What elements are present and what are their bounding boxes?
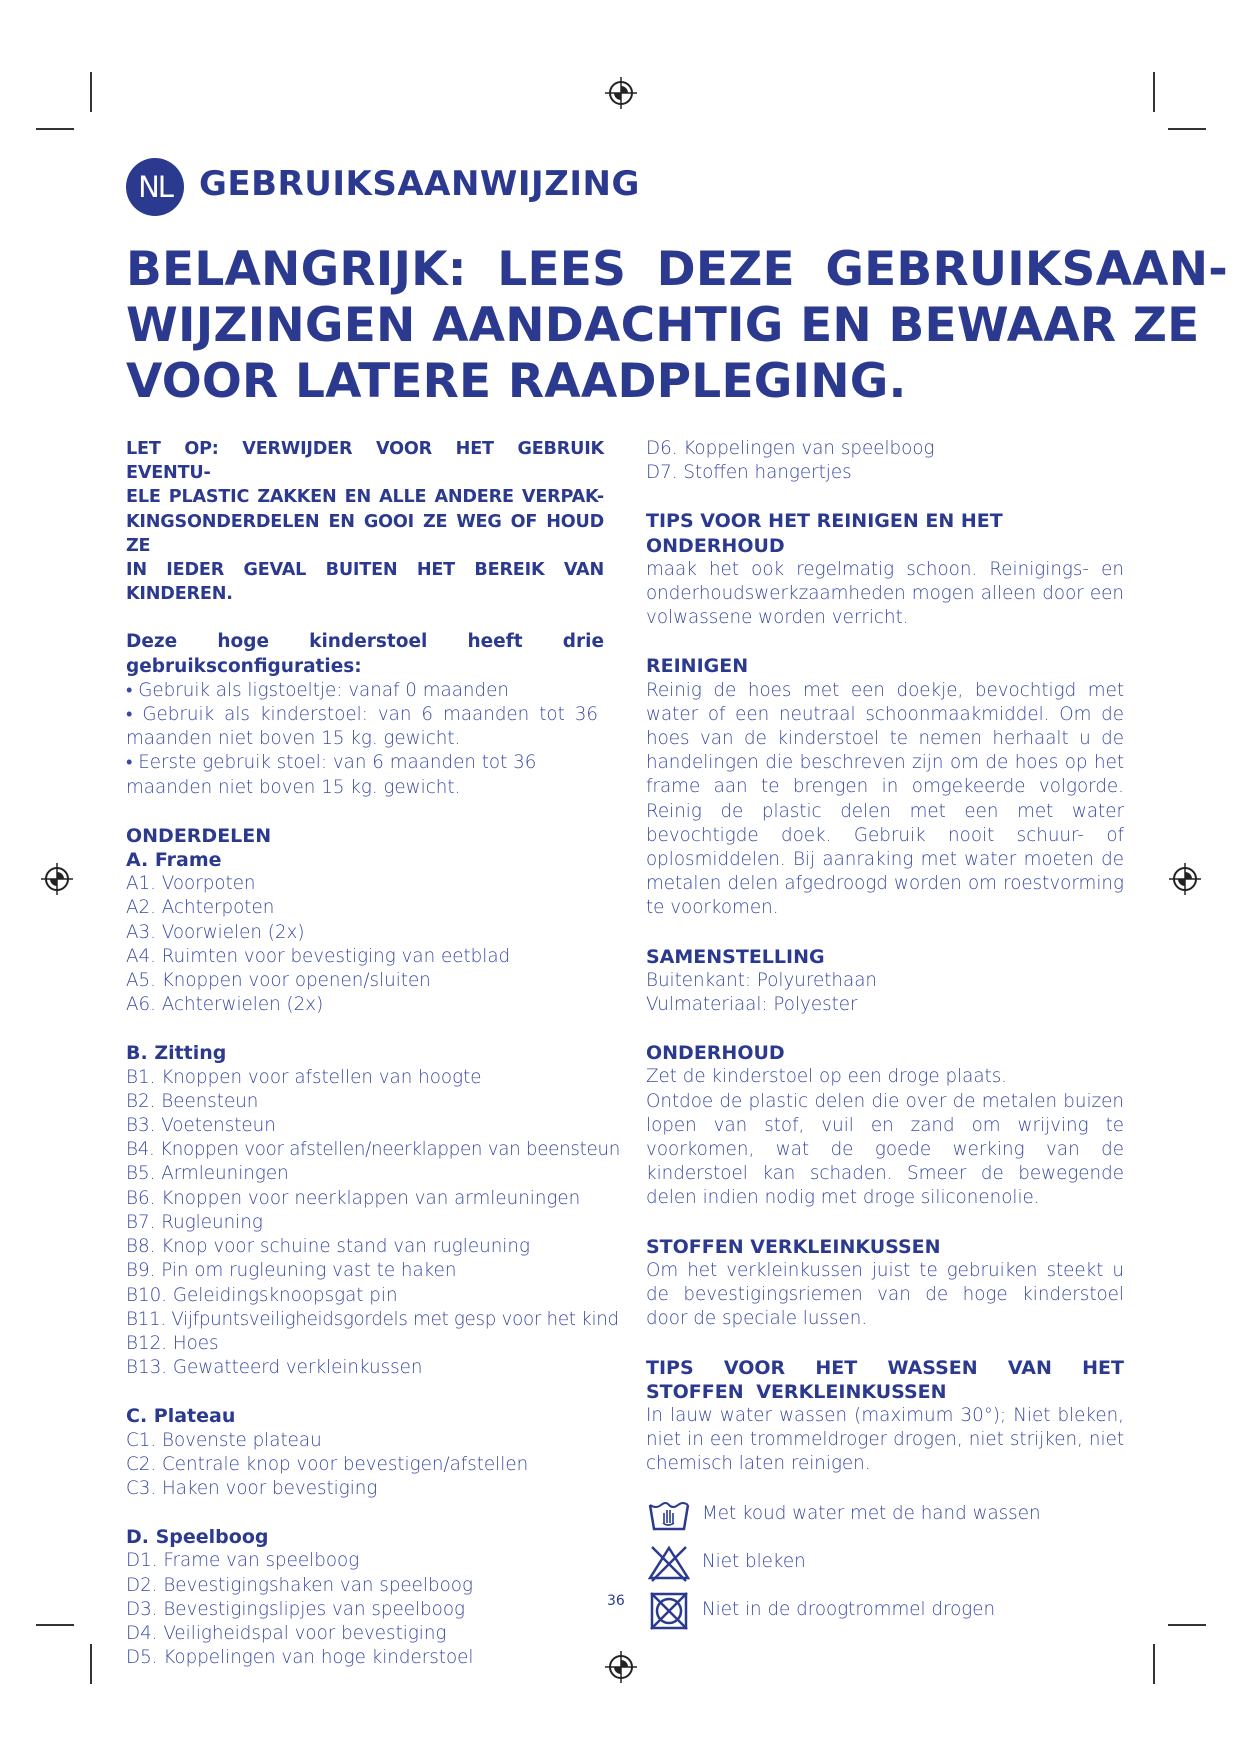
playbar-list bbox=[126, 1549, 604, 1670]
headline-line: VOOR LATERE RAADPLEGING. bbox=[126, 354, 907, 409]
cleaning-section bbox=[646, 654, 1124, 920]
seat-list bbox=[126, 1066, 621, 1381]
language-badge: NL bbox=[126, 158, 184, 216]
care-symbol-label: Met koud water met de hand wassen bbox=[702, 1503, 1041, 1525]
tray-heading: C. Plateau bbox=[126, 1405, 236, 1428]
headline-line: BELANGRIJK: LEES DEZE GEBRUIKSAAN- bbox=[126, 242, 1228, 297]
parts-section bbox=[126, 824, 604, 1018]
tray-list bbox=[126, 1429, 604, 1502]
parts-heading: ONDERDELEN bbox=[126, 824, 272, 847]
maintenance-heading: ONDERHOUD bbox=[646, 1042, 785, 1065]
list-item: D2. Bevestigingshaken van speelboog bbox=[126, 1574, 473, 1596]
important-headline bbox=[126, 242, 1228, 410]
crop-mark bbox=[36, 128, 74, 130]
warning-line: IN IEDER GEVAL BUITEN HET BEREIK VAN KINDEREN. bbox=[126, 560, 604, 605]
seat-section bbox=[126, 1041, 621, 1380]
tips-clean-heading: TIPS VOOR HET REINIGEN EN HET ONDERHOUD bbox=[646, 510, 1003, 557]
left-column bbox=[126, 437, 621, 1670]
hand-wash-icon bbox=[646, 1495, 692, 1535]
cushion-heading: STOFFEN VERKLEINKUSSEN bbox=[646, 1235, 941, 1258]
config-section bbox=[126, 630, 604, 799]
no-tumble-dry-icon bbox=[646, 1591, 692, 1631]
crop-mark bbox=[36, 1624, 74, 1626]
list-item: B1. Knoppen voor afstellen van hoogte bbox=[126, 1066, 482, 1088]
config-heading: Deze hoge kinderstoel heeft drie gebruiksconfiguraties: bbox=[126, 631, 604, 677]
warning-line: LET OP: VERWIJDER VOOR HET GEBRUIK EVENTU- bbox=[126, 439, 604, 484]
page-number: 36 bbox=[607, 1593, 625, 1609]
list-item: B7. Rugleuning bbox=[126, 1211, 263, 1233]
list-item: A1. Voorpoten bbox=[126, 873, 256, 895]
list-item: A3. Voorwielen (2x) bbox=[126, 921, 305, 943]
registration-mark-icon bbox=[604, 1650, 638, 1684]
cushion-section bbox=[646, 1235, 1124, 1332]
list-item: B3. Voetensteun bbox=[126, 1115, 276, 1137]
registration-mark-icon bbox=[40, 862, 74, 896]
list-item: B9. Pin om rugleuning vast te haken bbox=[126, 1260, 457, 1282]
list-item: D7. Stoffen hangertjes bbox=[646, 462, 852, 484]
crop-mark bbox=[90, 1644, 92, 1684]
crop-mark bbox=[90, 72, 92, 112]
document-title: GEBRUIKSAANWIJZING bbox=[199, 164, 640, 204]
headline-line: WIJZINGEN AANDACHTIG EN BEWAAR ZE bbox=[126, 298, 1200, 353]
list-item: B6. Knoppen voor neerklappen van armleuningen bbox=[126, 1187, 581, 1209]
list-item: C3. Haken voor bevestiging bbox=[126, 1477, 378, 1499]
tips-clean-section bbox=[646, 509, 1124, 630]
list-item: A6. Achterwielen (2x) bbox=[126, 994, 324, 1016]
care-symbol-row bbox=[646, 1587, 1124, 1635]
warning-line: ELE PLASTIC ZAKKEN EN ALLE ANDERE VERPAK- bbox=[126, 487, 604, 508]
config-bullet: • Eerste gebruik stoel: van 6 maanden tot 36 maanden niet boven 15 kg. gewicht. bbox=[126, 752, 537, 798]
list-item: B4. Knoppen voor afstellen/neerklappen van beensteun bbox=[126, 1139, 621, 1161]
composition-line: Vulmateriaal: Polyester bbox=[646, 994, 858, 1016]
list-item: C1. Bovenste plateau bbox=[126, 1429, 322, 1451]
list-item: D5. Koppelingen van hoge kinderstoel bbox=[126, 1647, 474, 1669]
maintenance-section bbox=[646, 1041, 1124, 1210]
care-symbols bbox=[646, 1491, 1124, 1635]
crop-mark bbox=[1168, 1624, 1206, 1626]
care-symbol-row bbox=[646, 1539, 1124, 1587]
cleaning-text: Reinig de hoes met een doekje, bevochtigd met water of een neutraal schoonmaakmiddel. Om de hoes van de kinderstoel te nemen herhaalt u de handelingen die beschreven zijn om de hoes op het frame aan te brengen in omgekeerde volgorde. Reinig de plastic delen met een met water bevochtigde doek. Gebruik nooit schuur- of oplosmiddelen. Bij aanraking met water moeten de metalen delen afgedroogd worden om roestvorming te voorkomen. bbox=[646, 679, 1124, 919]
list-item: A4. Ruimten voor bevestiging van eetblad bbox=[126, 945, 511, 967]
frame-list bbox=[126, 872, 604, 1017]
seat-heading: B. Zitting bbox=[126, 1042, 227, 1065]
list-item: B13. Gewatteerd verkleinkussen bbox=[126, 1357, 423, 1379]
config-bullet: • Gebruik als ligstoeltje: vanaf 0 maanden bbox=[126, 679, 509, 701]
maintenance-text: Ontdoe de plastic delen die over de metalen buizen lopen van stof, vuil en zand om wrijving te voorkomen, wat de goede werking van de kinderstoel kan schaden. Smeer de bewegende delen indien nodig met droge siliconenolie. bbox=[646, 1090, 1124, 1209]
cushion-text: Om het verkleinkussen juist te gebruiken steekt u de bevestigingsriemen van de hoge kinderstoel door de speciale lussen. bbox=[646, 1259, 1124, 1330]
crop-mark bbox=[1153, 1644, 1155, 1684]
playbar-continued bbox=[646, 437, 1124, 485]
no-bleach-icon bbox=[646, 1543, 692, 1583]
playbar-section bbox=[126, 1525, 604, 1670]
composition-section bbox=[646, 945, 1124, 1018]
list-item: B5. Armleuningen bbox=[126, 1163, 289, 1185]
care-symbol-row bbox=[646, 1491, 1124, 1539]
list-item: B11. Vijfpuntsveiligheidsgordels met gesp voor het kind bbox=[126, 1308, 619, 1330]
tray-section bbox=[126, 1404, 604, 1501]
warning-line: KINGSONDERDELEN EN GOOI ZE WEG OF HOUD ZE bbox=[126, 511, 604, 556]
list-item: C2. Centrale knop voor bevestigen/afstellen bbox=[126, 1453, 529, 1475]
list-item: D3. Bevestigingslipjes van speelboog bbox=[126, 1598, 466, 1620]
list-item: B12. Hoes bbox=[126, 1332, 219, 1354]
playbar-heading: D. Speelboog bbox=[126, 1526, 269, 1549]
list-item: A5. Knoppen voor openen/sluiten bbox=[126, 970, 431, 992]
frame-heading: A. Frame bbox=[126, 849, 222, 872]
cleaning-heading: REINIGEN bbox=[646, 655, 749, 678]
maintenance-line: Zet de kinderstoel op een droge plaats. bbox=[646, 1066, 1008, 1088]
composition-heading: SAMENSTELLING bbox=[646, 945, 825, 968]
config-bullet: • Gebruik als kinderstoel: van 6 maanden tot 36 maanden niet boven 15 kg. gewicht. bbox=[126, 704, 598, 750]
list-item: B10. Geleidingsknoopsgat pin bbox=[126, 1284, 398, 1306]
composition-line: Buitenkant: Polyurethaan bbox=[646, 969, 877, 991]
care-symbol-label: Niet bleken bbox=[702, 1551, 806, 1573]
list-item: B2. Beensteun bbox=[126, 1090, 259, 1112]
list-item: D1. Frame van speelboog bbox=[126, 1550, 360, 1572]
registration-mark-icon bbox=[1168, 862, 1202, 896]
list-item: D4. Veiligheidspal voor bevestiging bbox=[126, 1622, 447, 1644]
right-column bbox=[646, 437, 1124, 1635]
registration-mark-icon bbox=[604, 76, 638, 110]
washing-heading: TIPS VOOR HET WASSEN VAN HET STOFFEN VERKLEINKUSSEN bbox=[646, 1356, 1124, 1403]
list-item: D6. Koppelingen van speelboog bbox=[646, 438, 935, 459]
tips-clean-text: maak het ook regelmatig schoon. Reinigings- en onderhoudswerkzaamheden mogen alleen door een volwassene worden verricht. bbox=[646, 558, 1124, 629]
list-item: B8. Knop voor schuine stand van rugleuning bbox=[126, 1236, 530, 1258]
warning-block bbox=[126, 437, 604, 606]
care-symbol-label: Niet in de droogtrommel drogen bbox=[702, 1599, 996, 1621]
list-item: A2. Achterpoten bbox=[126, 897, 275, 919]
crop-mark bbox=[1153, 72, 1155, 112]
washing-section bbox=[646, 1356, 1124, 1477]
washing-text: In lauw water wassen (maximum 30°); Niet bleken, niet in een trommeldroger drogen, niet strijken, niet chemisch laten reinigen. bbox=[646, 1404, 1124, 1475]
crop-mark bbox=[1168, 128, 1206, 130]
